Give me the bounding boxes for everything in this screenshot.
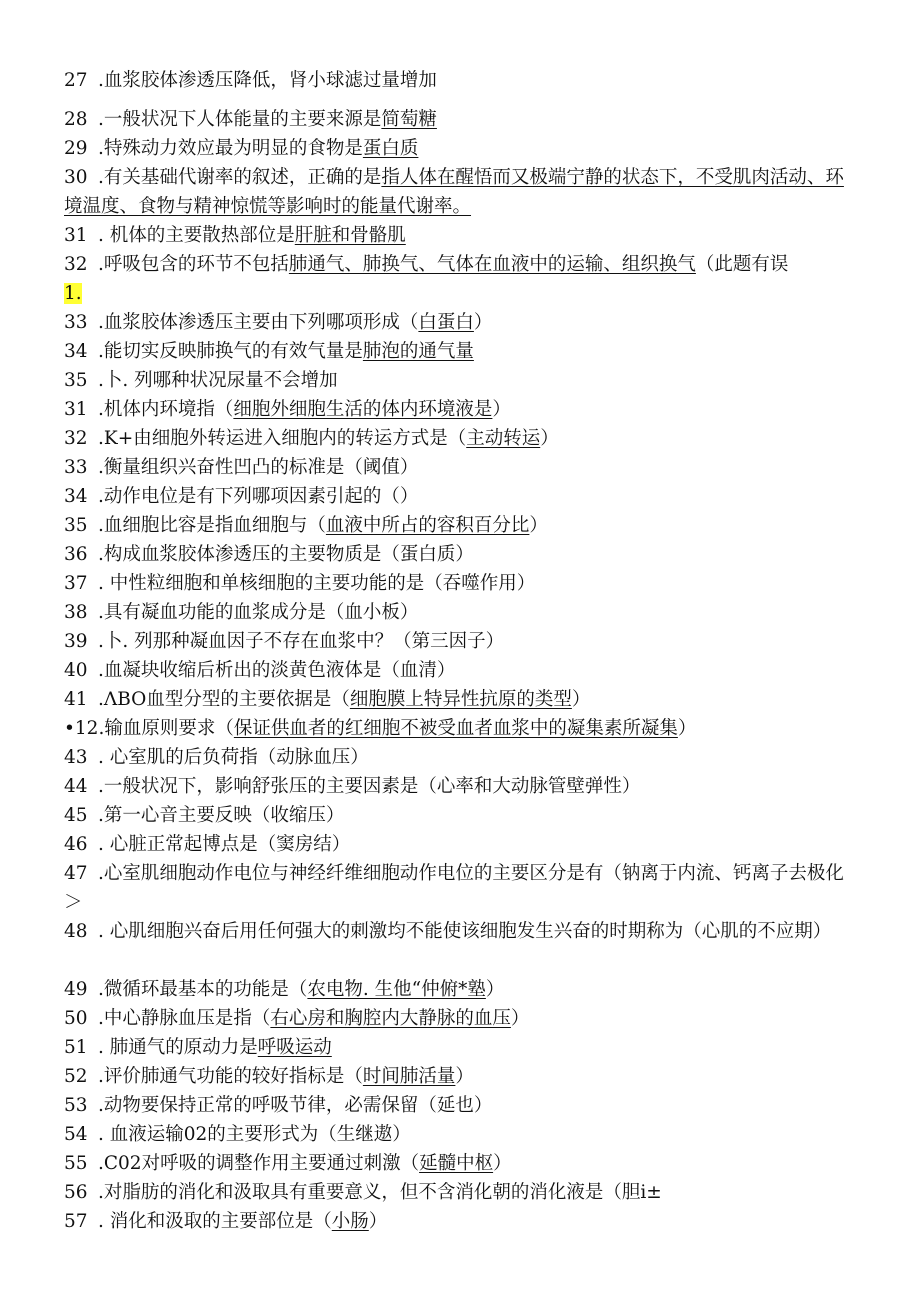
question-number: 31 bbox=[64, 399, 88, 420]
question-number: 27 bbox=[64, 70, 88, 91]
question-number: 33 bbox=[64, 312, 88, 333]
question-text: . 心脏正常起博点是（窦房结） bbox=[98, 834, 351, 855]
question-line bbox=[64, 424, 854, 453]
question-line bbox=[64, 975, 854, 1004]
question-line-continued bbox=[64, 279, 854, 308]
answer-text: 血液中所占的容积百分比 bbox=[325, 515, 530, 536]
question-text: .一般状况下人体能量的主要来源是 bbox=[98, 109, 382, 130]
bracket-text: ） bbox=[473, 312, 493, 333]
question-number: 38 bbox=[64, 602, 88, 623]
question-text: . 血液运输02的主要形式为（生继遨） bbox=[98, 1124, 411, 1145]
answer-text: 白蛋白 bbox=[418, 312, 474, 333]
question-line bbox=[64, 66, 854, 95]
question-number: 34 bbox=[64, 486, 88, 507]
question-text: .中心静脉血压是指（ bbox=[98, 1008, 271, 1029]
question-number: 31 bbox=[64, 225, 88, 246]
answer-text: 肝脏和骨骼肌 bbox=[294, 225, 406, 246]
question-text: .一般状况下，影响舒张压的主要因素是（心率和大动脉管壁弹性） bbox=[98, 776, 641, 797]
question-number: 54 bbox=[64, 1124, 88, 1145]
question-line bbox=[64, 917, 854, 946]
note-text: （此题有误 bbox=[695, 254, 789, 275]
bracket-text: ） bbox=[492, 399, 511, 420]
bracket-text: ） bbox=[677, 718, 697, 739]
question-text: . 中性粒细胞和单核细胞的主要功能的是（吞噬作用） bbox=[98, 573, 536, 594]
question-number: 49 bbox=[64, 979, 88, 1000]
question-text: .能切实反映肺换气的有效气量是 bbox=[98, 341, 363, 362]
question-text: .具有凝血功能的血浆成分是（血小板） bbox=[98, 602, 419, 623]
question-text: .卜. 列那种凝血因子不存在血浆中？（第三因子） bbox=[98, 631, 505, 652]
question-line bbox=[64, 743, 854, 772]
answer-text: 指人体在醒悟而又极端宁静的状态下，不受肌肉活动、环境温度、食物与精神惊慌等影响时的能量代谢率。 bbox=[64, 167, 844, 217]
question-number: 39 bbox=[64, 631, 88, 652]
question-line bbox=[64, 250, 854, 279]
answer-text: 简萄糖 bbox=[381, 109, 437, 130]
answer-text: 时间肺活量 bbox=[362, 1066, 456, 1087]
question-text: .心室肌细胞动作电位与神经纤维细胞动作电位的主要区分是有（钠离于内流、钙离子去极化＞ bbox=[64, 863, 844, 913]
question-line bbox=[64, 163, 854, 221]
question-number: 29 bbox=[64, 138, 88, 159]
question-number: 48 bbox=[64, 921, 88, 942]
question-number: •12. bbox=[64, 718, 105, 739]
question-line bbox=[64, 598, 854, 627]
question-text: .血凝块收缩后析出的淡黄色液体是（血清） bbox=[98, 660, 456, 681]
question-number: 43 bbox=[64, 747, 88, 768]
answer-text: 农电物. 生他“仲俯*塾 bbox=[307, 979, 486, 1000]
question-text: .K+由细胞外转运进入细胞内的转运方式是（ bbox=[98, 428, 467, 449]
question-text: . 心室肌的后负荷指（动脉血压） bbox=[98, 747, 369, 768]
answer-text: 主动转运 bbox=[466, 428, 541, 449]
bracket-text: ） bbox=[493, 1153, 512, 1174]
question-number: 45 bbox=[64, 805, 88, 826]
question-number: 30 bbox=[64, 167, 88, 188]
question-line bbox=[64, 1149, 854, 1178]
question-line bbox=[64, 772, 854, 801]
question-number: 55 bbox=[64, 1153, 88, 1174]
answer-text: 右心房和胸腔内大静脉的血压 bbox=[270, 1008, 511, 1029]
question-text: .构成血浆胶体渗透压的主要物质是（蛋白质） bbox=[98, 544, 474, 565]
question-text: .动物要保持正常的呼吸节律，必需保留（延也） bbox=[98, 1095, 493, 1116]
question-line bbox=[64, 1178, 854, 1207]
question-line bbox=[64, 453, 854, 482]
bracket-text: ） bbox=[571, 689, 591, 710]
question-line bbox=[64, 1033, 854, 1062]
question-number: 57 bbox=[64, 1211, 88, 1232]
question-number: 35 bbox=[64, 515, 88, 536]
question-line bbox=[64, 1207, 854, 1236]
question-number: 46 bbox=[64, 834, 88, 855]
question-text: .有关基础代谢率的叙述，正确的是 bbox=[98, 167, 382, 188]
question-line bbox=[64, 134, 854, 163]
question-number: 28 bbox=[64, 109, 88, 130]
question-text: .评价肺通气功能的较好指标是（ bbox=[98, 1066, 363, 1087]
question-text: .C02对呼吸的调整作用主要通过刺激（ bbox=[98, 1153, 420, 1174]
question-number: 33 bbox=[64, 457, 88, 478]
answer-text: 蛋白质 bbox=[362, 138, 419, 159]
answer-text: 保证供血者的红细胞不被受血者血浆中的凝集素所凝集 bbox=[233, 718, 678, 739]
highlighted-text: 1. bbox=[64, 283, 82, 304]
question-number: 36 bbox=[64, 544, 88, 565]
answer-text: 肺泡的通气量 bbox=[362, 341, 474, 362]
question-number: 34 bbox=[64, 341, 88, 362]
question-text: .ΛBO血型分型的主要依据是（ bbox=[98, 689, 350, 710]
bracket-text: ） bbox=[529, 515, 548, 536]
question-line bbox=[64, 714, 854, 743]
question-line bbox=[64, 308, 854, 337]
question-line bbox=[64, 627, 854, 656]
answer-text: 肺通气、肺换气、气体在血液中的运输、组织换气 bbox=[288, 254, 696, 275]
question-line bbox=[64, 656, 854, 685]
question-line bbox=[64, 1062, 854, 1091]
question-text: . 肺通气的原动力是 bbox=[98, 1037, 258, 1058]
question-text: .血浆胶体渗透压降低，肾小球滤过量增加 bbox=[98, 70, 437, 91]
question-text: . 心肌细胞兴奋后用任何强大的刺激均不能使该细胞发生兴奋的时期称为（心肌的不应期） bbox=[98, 921, 832, 942]
bracket-text: ） bbox=[540, 428, 559, 449]
question-text: .呼吸包含的环节不包括 bbox=[98, 254, 289, 275]
question-number: 37 bbox=[64, 573, 88, 594]
question-text: . 机体的主要散热部位是 bbox=[98, 225, 295, 246]
question-line bbox=[64, 105, 854, 134]
question-text: .血浆胶体渗透压主要由下列哪项形成（ bbox=[98, 312, 419, 333]
question-number: 41 bbox=[64, 689, 88, 710]
question-text: .微循环最基本的功能是（ bbox=[98, 979, 308, 1000]
question-line bbox=[64, 801, 854, 830]
question-line bbox=[64, 685, 854, 714]
question-line bbox=[64, 511, 854, 540]
question-text: .机体内环境指（ bbox=[98, 399, 234, 420]
question-line bbox=[64, 395, 854, 424]
question-line bbox=[64, 1120, 854, 1149]
bracket-text: ） bbox=[368, 1211, 388, 1232]
question-line bbox=[64, 337, 854, 366]
question-line bbox=[64, 1091, 854, 1120]
question-line bbox=[64, 482, 854, 511]
question-number: 32 bbox=[64, 254, 88, 275]
question-text: .第一心音主要反映（收缩压） bbox=[98, 805, 345, 826]
question-number: 56 bbox=[64, 1182, 88, 1203]
question-number: 44 bbox=[64, 776, 88, 797]
question-line bbox=[64, 540, 854, 569]
bracket-text: ） bbox=[510, 1008, 530, 1029]
bracket-text: ） bbox=[485, 979, 505, 1000]
question-number: 40 bbox=[64, 660, 88, 681]
answer-text: 呼吸运动 bbox=[257, 1037, 332, 1058]
question-line bbox=[64, 366, 854, 395]
question-line bbox=[64, 1004, 854, 1033]
question-text: .卜. 列哪种状况尿量不会增加 bbox=[98, 370, 338, 391]
question-number: 47 bbox=[64, 863, 88, 884]
question-text: 输血原则要求（ bbox=[104, 718, 234, 739]
question-line bbox=[64, 859, 854, 917]
question-number: 53 bbox=[64, 1095, 88, 1116]
bracket-text: ） bbox=[455, 1066, 474, 1087]
answer-text: 细胞膜上特异性抗原的类型 bbox=[349, 689, 572, 710]
question-line bbox=[64, 221, 854, 250]
question-number: 35 bbox=[64, 370, 88, 391]
answer-text: 延髓中枢 bbox=[419, 1153, 494, 1174]
question-text: .对脂肪的消化和汲取具有重要意义，但不含消化朝的消化液是（胆i± bbox=[98, 1182, 662, 1203]
question-text: .动作电位是有下列哪项因素引起的（） bbox=[98, 486, 419, 507]
answer-text: 细胞外细胞生活的体内环境液是 bbox=[233, 399, 493, 420]
answer-text: 小肠 bbox=[331, 1211, 369, 1232]
question-line bbox=[64, 569, 854, 598]
question-number: 51 bbox=[64, 1037, 88, 1058]
question-text: .特殊动力效应最为明显的食物是 bbox=[98, 138, 363, 159]
question-text: .衡量组织兴奋性凹凸的标准是（阈值） bbox=[98, 457, 419, 478]
question-text: . 消化和汲取的主要部位是（ bbox=[98, 1211, 332, 1232]
question-text: .血细胞比容是指血细胞与（ bbox=[98, 515, 326, 536]
question-number: 50 bbox=[64, 1008, 88, 1029]
question-number: 52 bbox=[64, 1066, 88, 1087]
question-line bbox=[64, 830, 854, 859]
question-number: 32 bbox=[64, 428, 88, 449]
